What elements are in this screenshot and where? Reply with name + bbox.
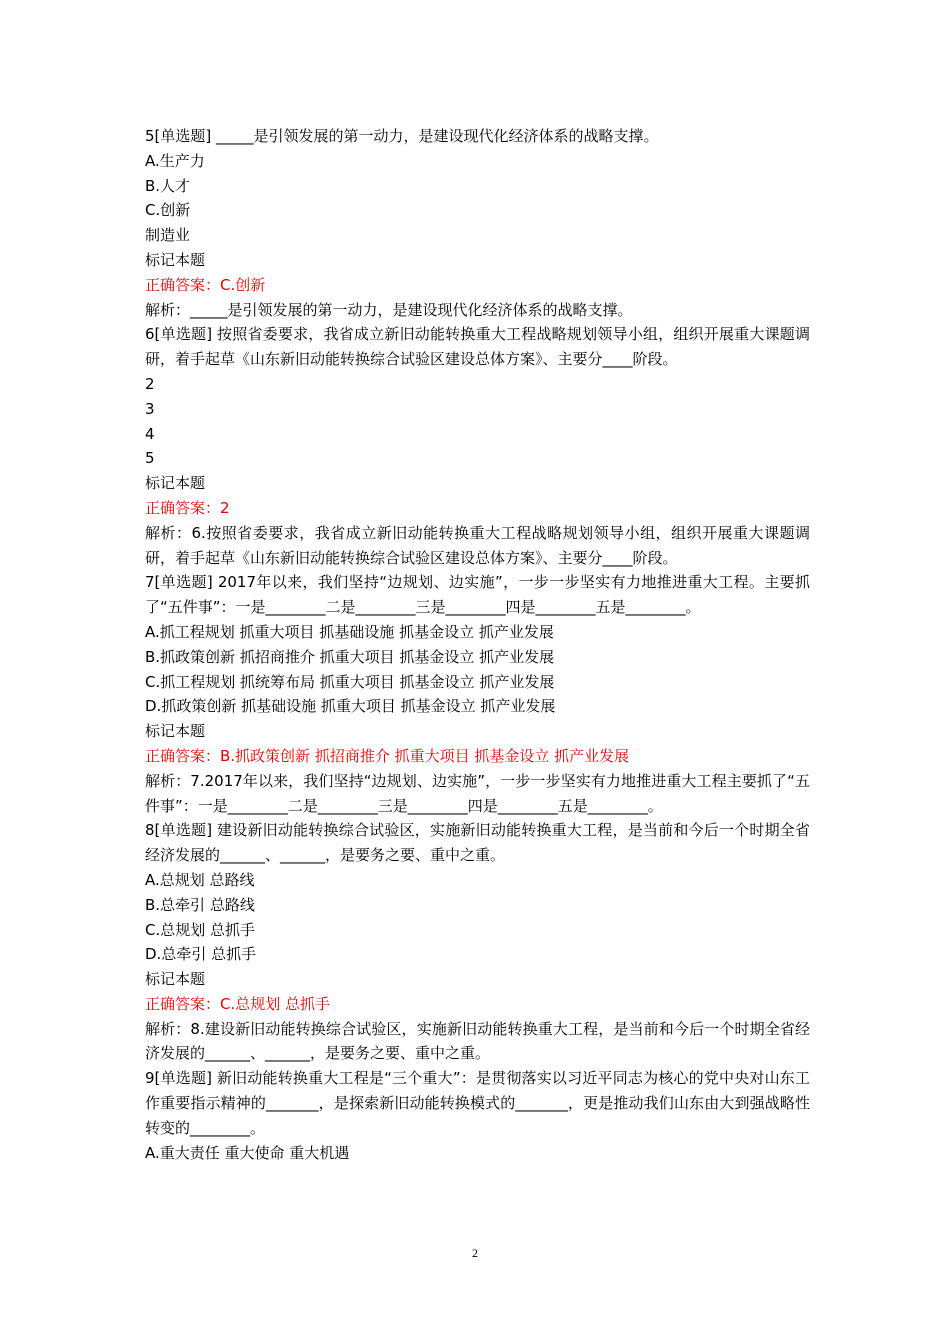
option-item: 制造业: [145, 226, 191, 245]
analysis-text: 解析：_____是引领发展的第一动力，是建设现代化经济体系的战略支撑。: [145, 300, 633, 319]
option-item: A.生产力: [145, 151, 205, 170]
option-item: A.抓工程规划 抓重大项目 抓基础设施 抓基金设立 抓产业发展: [145, 622, 554, 641]
question-6-stem: 6[单选题] 按照省委要求，我省成立新旧动能转换重大工程战略规划领导小组，组织开展重大课题调研，着手起草《山东新旧动能转换综合试验区建设总体方案》、主要分____阶段。: [145, 325, 810, 369]
option-item: 4: [145, 424, 155, 443]
option-item: 2: [145, 374, 155, 393]
option-item: 3: [145, 399, 155, 418]
option-item: A.总规划 总路线: [145, 870, 255, 889]
mark-question[interactable]: 标记本题: [145, 250, 206, 269]
option-item: D.抓政策创新 抓基础设施 抓重大项目 抓基金设立 抓产业发展: [145, 697, 556, 716]
correct-answer: 正确答案：2: [145, 498, 230, 517]
option-item: A.重大责任 重大使命 重大机遇: [145, 1143, 350, 1162]
option-item: B.人才: [145, 176, 191, 195]
analysis-text: 解析：8.建设新旧动能转换综合试验区，实施新旧动能转换重大工程，是当前和今后一个时期全省经济发展的______、______，是要务之要、重中之重。: [145, 1019, 810, 1063]
option-item: C.抓工程规划 抓统筹布局 抓重大项目 抓基金设立 抓产业发展: [145, 672, 555, 691]
page-content: [145, 124, 810, 1165]
option-item: C.总规划 总抓手: [145, 920, 256, 939]
mark-question[interactable]: 标记本题: [145, 474, 206, 493]
analysis-text: 解析：6.按照省委要求，我省成立新旧动能转换重大工程战略规划领导小组，组织开展重大课题调研，着手起草《山东新旧动能转换综合试验区建设总体方案》、主要分____阶段。: [145, 523, 810, 567]
mark-question[interactable]: 标记本题: [145, 722, 206, 741]
option-item: B.抓政策创新 抓招商推介 抓重大项目 抓基金设立 抓产业发展: [145, 647, 555, 666]
question-9-stem: 9[单选题] 新旧动能转换重大工程是“三个重大”：是贯彻落实以习近平同志为核心的党中央对山东工作重要指示精神的_______，是探索新旧动能转换模式的_______，更是推动我们山东由大到强战略性转变的________。: [145, 1069, 810, 1137]
question-7-stem: 7[单选题] 2017年以来，我们坚持“边规划、边实施”，一步一步坚实有力地推进重大工程。主要抓了“五件事”：一是________二是________三是________四是________五是________。: [145, 573, 810, 617]
correct-answer: 正确答案：B.抓政策创新 抓招商推介 抓重大项目 抓基金设立 抓产业发展: [145, 746, 630, 765]
page-number: 2: [472, 1246, 478, 1260]
correct-answer: 正确答案：C.创新: [145, 275, 266, 294]
option-item: B.总牵引 总路线: [145, 895, 255, 914]
option-item: C.创新: [145, 201, 191, 220]
correct-answer: 正确答案：C.总规划 总抓手: [145, 994, 331, 1013]
option-item: 5: [145, 449, 155, 468]
question-8-stem: 8[单选题] 建设新旧动能转换综合试验区，实施新旧动能转换重大工程，是当前和今后一个时期全省经济发展的______、______，是要务之要、重中之重。: [145, 821, 810, 865]
question-5-stem: 5[单选题] _____是引领发展的第一动力，是建设现代化经济体系的战略支撑。: [145, 127, 659, 145]
option-item: D.总牵引 总抓手: [145, 945, 257, 964]
analysis-text: 解析：7.2017年以来，我们坚持“边规划、边实施”，一步一步坚实有力地推进重大工程主要抓了“五件事”：一是________二是________三是________四是________五是________。: [145, 771, 810, 815]
mark-question[interactable]: 标记本题: [145, 970, 206, 989]
